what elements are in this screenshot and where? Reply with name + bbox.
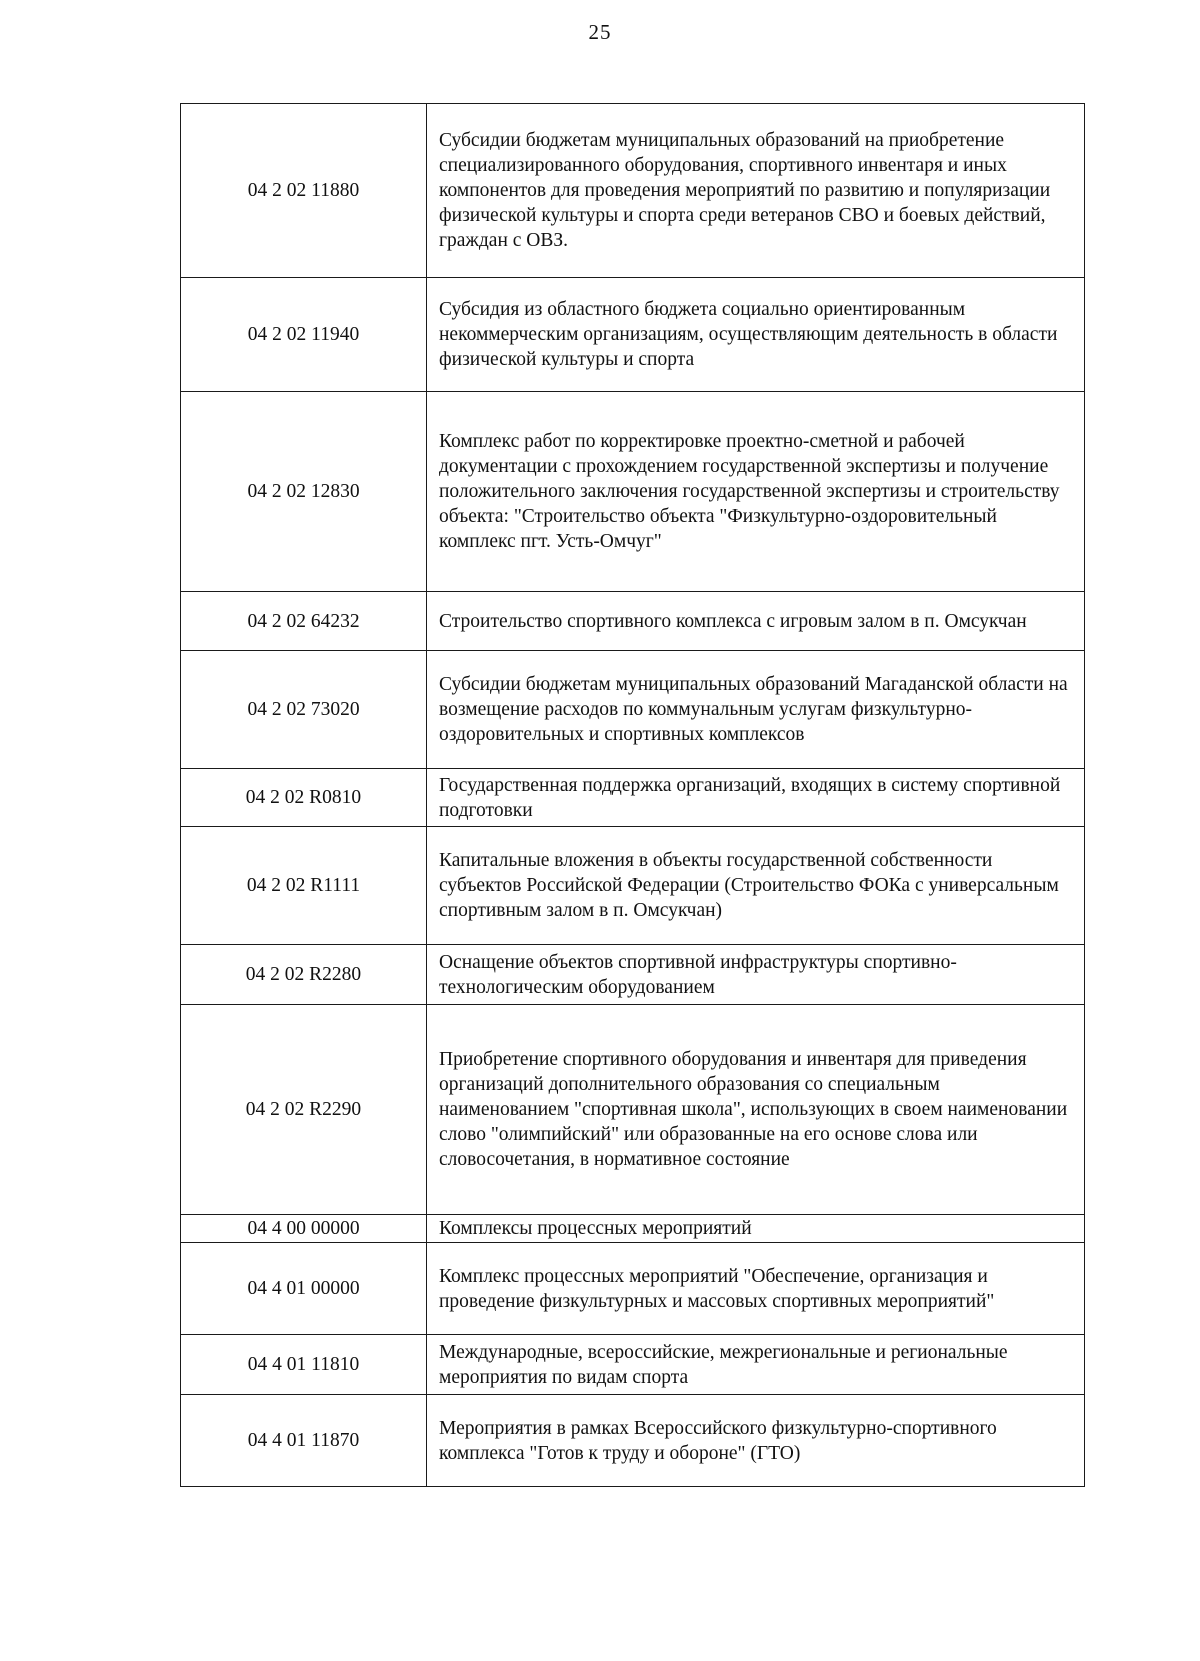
table-row bbox=[181, 769, 1085, 827]
budget-classification-table bbox=[180, 103, 1085, 1487]
row-code: 04 2 02 12830 bbox=[181, 392, 427, 592]
row-code: 04 4 01 11810 bbox=[181, 1335, 427, 1395]
table-row bbox=[181, 1005, 1085, 1215]
table-row bbox=[181, 1335, 1085, 1395]
row-code: 04 2 02 R2280 bbox=[181, 945, 427, 1005]
row-code: 04 2 02 11880 bbox=[181, 104, 427, 278]
row-code: 04 2 02 73020 bbox=[181, 651, 427, 769]
table-row bbox=[181, 945, 1085, 1005]
row-code: 04 2 02 R0810 bbox=[181, 769, 427, 827]
row-description: Субсидии бюджетам муниципальных образований на приобретение специализированного оборудования, спортивного инвентаря и иных компонентов для проведения мероприятий по развитию и популяризации физической культуры и спорта среди ветеранов СВО и боевых действий, граждан с ОВЗ. bbox=[427, 104, 1085, 278]
row-description: Комплекс процессных мероприятий "Обеспечение, организация и проведение физкультурных и массовых спортивных мероприятий" bbox=[427, 1243, 1085, 1335]
row-code: 04 4 01 00000 bbox=[181, 1243, 427, 1335]
table-row bbox=[181, 592, 1085, 651]
table-row bbox=[181, 651, 1085, 769]
row-description: Строительство спортивного комплекса с игровым залом в п. Омсукчан bbox=[427, 592, 1085, 651]
row-description: Приобретение спортивного оборудования и инвентаря для приведения организаций дополнительного образования со специальным наименованием "спортивная школа", использующих в своем наименовании слово "олимпийский" или образованные на его основе слова или словосочетания, в нормативное состояние bbox=[427, 1005, 1085, 1215]
row-description: Капитальные вложения в объекты государственной собственности субъектов Российской Федерации (Строительство ФОКа с универсальным спортивным залом в п. Омсукчан) bbox=[427, 827, 1085, 945]
table-row bbox=[181, 392, 1085, 592]
row-code: 04 2 02 R2290 bbox=[181, 1005, 427, 1215]
row-description: Международные, всероссийские, межрегиональные и региональные мероприятия по видам спорта bbox=[427, 1335, 1085, 1395]
table-row bbox=[181, 1243, 1085, 1335]
row-description: Комплекс работ по корректировке проектно-сметной и рабочей документации с прохождением государственной экспертизы и получение положительного заключения государственной экспертизы и строительству объекта: "Строительство объекта "Физкультурно-оздоровительный комплекс пгт. Усть-Омчуг" bbox=[427, 392, 1085, 592]
table-row bbox=[181, 104, 1085, 278]
row-description: Мероприятия в рамках Всероссийского физкультурно-спортивного комплекса "Готов к труду и обороне" (ГТО) bbox=[427, 1395, 1085, 1487]
table-row bbox=[181, 278, 1085, 392]
row-description: Комплексы процессных мероприятий bbox=[427, 1215, 1085, 1243]
row-code: 04 4 01 11870 bbox=[181, 1395, 427, 1487]
table-row bbox=[181, 1215, 1085, 1243]
table-row bbox=[181, 1395, 1085, 1487]
row-code: 04 2 02 11940 bbox=[181, 278, 427, 392]
table-row bbox=[181, 827, 1085, 945]
row-code: 04 4 00 00000 bbox=[181, 1215, 427, 1243]
row-code: 04 2 02 R1111 bbox=[181, 827, 427, 945]
row-code: 04 2 02 64232 bbox=[181, 592, 427, 651]
row-description: Субсидия из областного бюджета социально ориентированным некоммерческим организациям, осуществляющим деятельность в области физической культуры и спорта bbox=[427, 278, 1085, 392]
page-number: 25 bbox=[588, 20, 612, 44]
row-description: Субсидии бюджетам муниципальных образований Магаданской области на возмещение расходов по коммунальным услугам физкультурно-оздоровительных и спортивных комплексов bbox=[427, 651, 1085, 769]
row-description: Государственная поддержка организаций, входящих в систему спортивной подготовки bbox=[427, 769, 1085, 827]
row-description: Оснащение объектов спортивной инфраструктуры спортивно-технологическим оборудованием bbox=[427, 945, 1085, 1005]
